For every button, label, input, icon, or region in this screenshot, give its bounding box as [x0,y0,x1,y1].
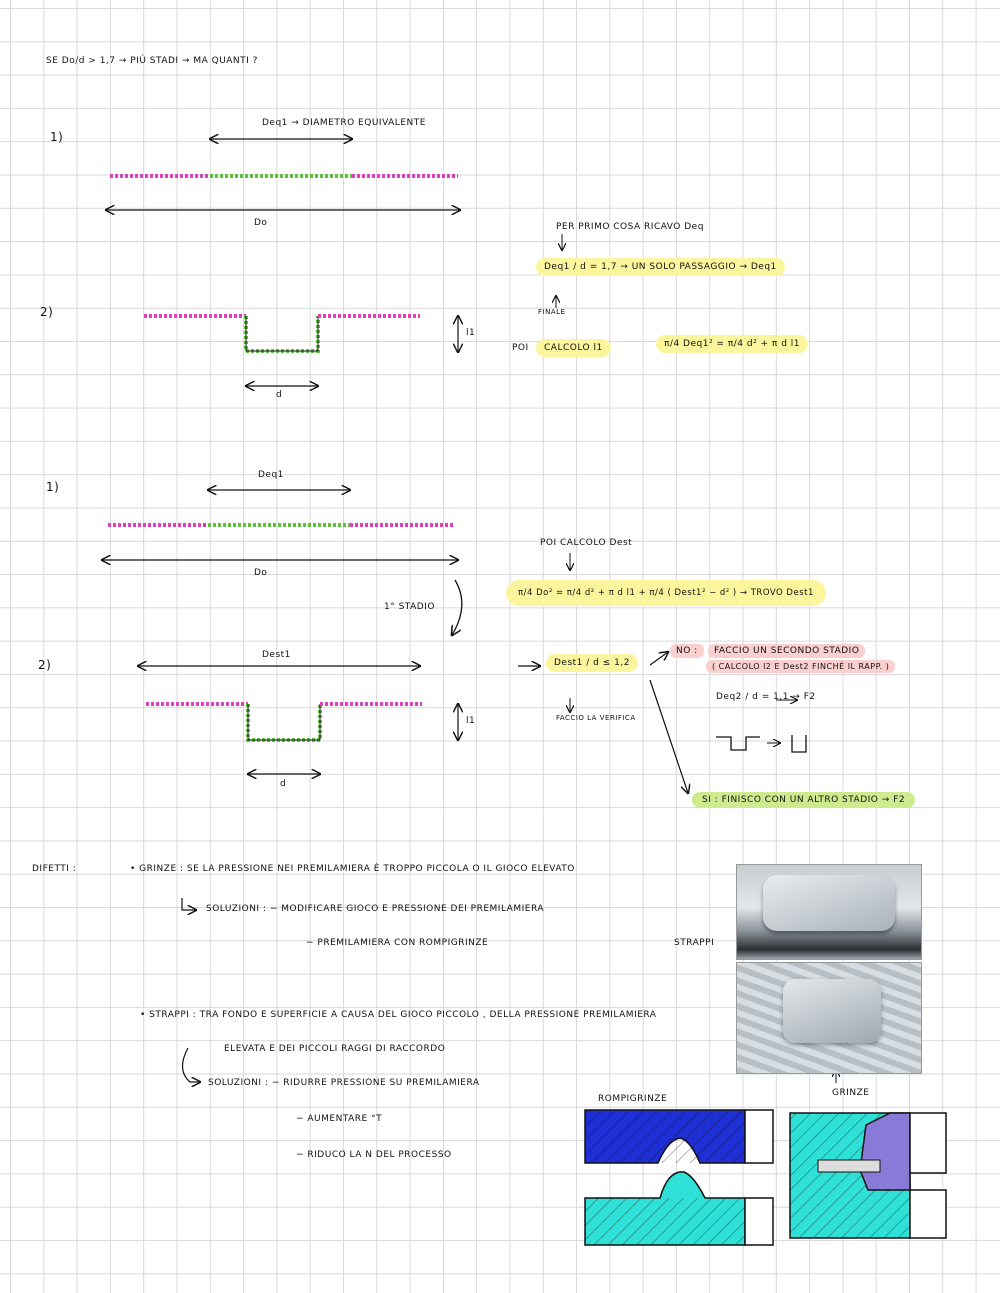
poi-calcolo-label: POI CALCOLO Dest [540,538,633,548]
blank-disk-2 [102,490,458,560]
strappi-photo-label: STRAPPI [674,938,715,948]
volume-formula-2: π/4 Do² = π/4 d² + π d l1 + π/4 ( Dest1² − d² ) → TROVO Dest1 [506,580,826,606]
calcolo-label: CALCOLO l1 [536,339,611,357]
first-stage-label: 1° STADIO [384,602,435,612]
strappi-photo [736,864,922,960]
step-1-label-b: 1) [46,480,60,494]
soluzioni-2b: − AUMENTARE °T [296,1114,383,1124]
ratio-formula: Deq1 / d = 1,7 → UN SOLO PASSAGGIO → Deq1 [536,258,785,276]
d-label: d [276,390,283,400]
no-text: FACCIO UN SECONDO STADIO [708,644,865,658]
finale-label: FINALE [538,308,566,316]
defects-title: DIFETTI : [32,864,77,874]
step-1-label: 1) [50,130,64,144]
grinze-line: • GRINZE : SE LA PRESSIONE NEI PREMILAMIERA È TROPPO PICCOLA O IL GIOCO ELEVATO [130,864,575,874]
soluzioni-1b: − PREMILAMIERA CON ROMPIGRINZE [306,938,489,948]
rompigrinze-diagram [585,1110,773,1245]
header-line: SE Do/d > 1,7 → PIÙ STADI → MA QUANTI ? [46,56,258,66]
step-2-label-b: 2) [38,658,52,672]
rompigrinze-label: ROMPIGRINZE [598,1094,668,1104]
deq-label-b: Deq1 [258,470,284,480]
soluzioni-2c: − RIDUCO LA N DEL PROCESSO [296,1150,452,1160]
verifica-label: FACCIO LA VERIFICA [556,714,636,722]
ratio-check: Dest1 / d ≤ 1,2 [546,654,638,672]
si-text: SI : FINISCO CON UN ALTRO STADIO → F2 [692,792,915,808]
cup-profile-1 [144,316,458,386]
deq2-formula: Deq2 / d = 1,1 → F2 [716,692,816,702]
dest-label: Dest1 [262,650,291,660]
do-label-b: Do [254,568,268,578]
no-text-2: ( CALCOLO l2 E Dest2 FINCHÉ IL RAPP. ) [706,660,895,673]
cup-profile-2 [138,666,458,774]
blank-holder-diagram [790,1113,946,1238]
l1-label: l1 [466,328,476,338]
grinze-photo-label: GRINZE [832,1088,870,1098]
soluzioni-2: SOLUZIONI : − RIDURRE PRESSIONE SU PREMILAMIERA [208,1078,480,1088]
grinze-photo [736,962,922,1074]
do-label: Do [254,218,268,228]
deq-label: Deq1 → DIAMETRO EQUIVALENTE [262,118,426,128]
note-first: PER PRIMO COSA RICAVO Deq [556,222,704,232]
volume-formula-1: π/4 Deq1² = π/4 d² + π d l1 [656,335,808,353]
blank-disk-1 [106,139,460,210]
strappi-line-2: ELEVATA E DEI PICCOLI RAGGI DI RACCORDO [224,1044,446,1054]
step-2-label: 2) [40,305,54,319]
no-label: NO : [670,644,704,658]
soluzioni-1: SOLUZIONI : − MODIFICARE GIOCO E PRESSIONE DEI PREMILAMIERA [206,904,544,914]
d-label-b: d [280,779,287,789]
poi-label: POI [512,343,529,353]
strappi-line: • STRAPPI : TRA FONDO E SUPERFICIE A CAUSA DEL GIOCO PICCOLO , DELLA PRESSIONE PREMILAMIERA [140,1010,657,1020]
l1-label-b: l1 [466,716,476,726]
